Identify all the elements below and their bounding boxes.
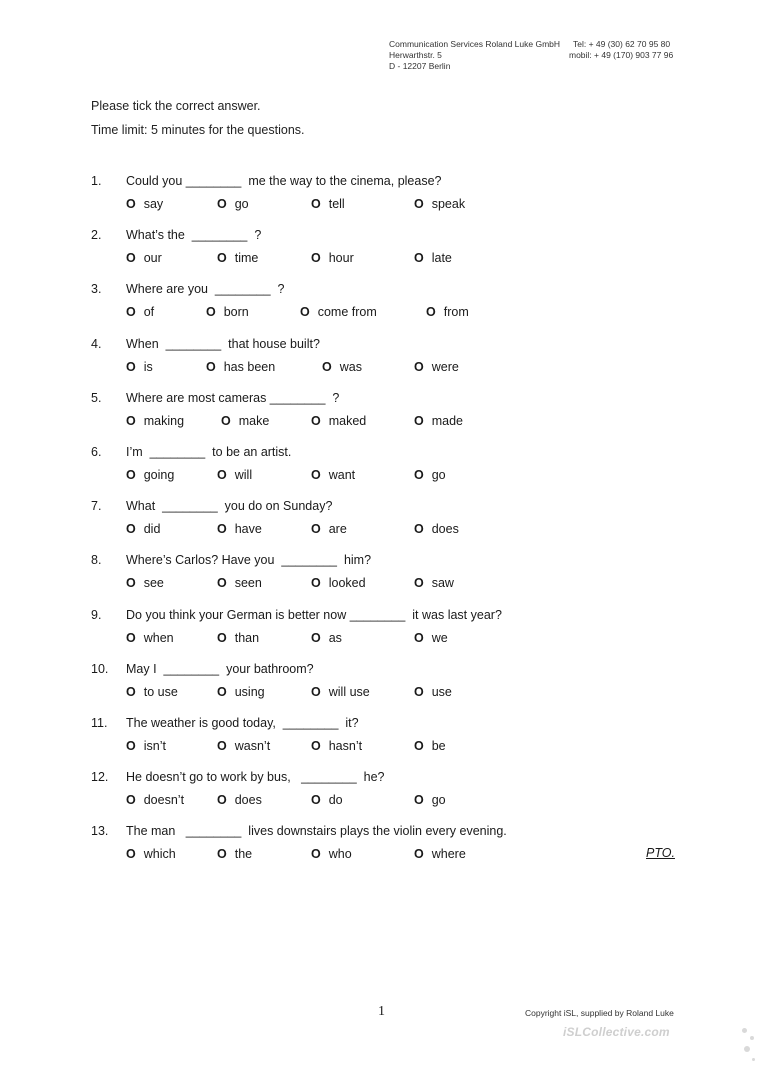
question-number: 9. — [91, 607, 102, 622]
answer-option[interactable] — [217, 739, 270, 753]
answer-option[interactable] — [217, 685, 265, 699]
answer-option-label: born — [223, 305, 249, 320]
answer-option-label: isn’t — [143, 739, 166, 753]
tick-circle-icon[interactable]: O — [126, 684, 136, 699]
answer-option-label: wasn’t — [234, 739, 271, 753]
question-12 — [91, 770, 711, 818]
tick-circle-icon[interactable]: O — [126, 251, 136, 266]
header-tel: Tel: + 49 (30) 62 70 95 80 — [573, 39, 671, 49]
tick-circle-icon[interactable]: O — [217, 197, 227, 211]
answer-option-label: made — [431, 413, 464, 428]
answer-option[interactable] — [311, 847, 352, 861]
answer-option[interactable] — [414, 739, 446, 753]
answer-option-label: are — [328, 522, 347, 537]
tick-circle-icon[interactable]: O — [311, 576, 321, 591]
tick-circle-icon[interactable]: O — [217, 251, 227, 266]
answer-option-label: have — [234, 522, 262, 537]
question-text: May I ________ your bathroom? — [126, 661, 314, 676]
answer-option[interactable] — [126, 360, 153, 374]
answer-option[interactable] — [414, 685, 452, 699]
answer-option[interactable] — [217, 847, 252, 861]
answer-option-label: is — [143, 359, 153, 374]
answer-option[interactable] — [311, 251, 354, 265]
answer-option-label: use — [431, 684, 452, 699]
answer-option[interactable] — [126, 685, 178, 699]
answer-option[interactable] — [322, 360, 362, 374]
answer-option-label: looked — [328, 576, 366, 591]
question-5 — [91, 391, 711, 439]
question-text: Could you ________ me the way to the cinema, please? — [126, 174, 442, 188]
answer-option[interactable] — [414, 414, 463, 428]
question-text: The man ________ lives downstairs plays the violin every evening. — [126, 824, 507, 839]
answer-option[interactable] — [126, 251, 162, 265]
answer-option-label: tell — [328, 197, 345, 211]
answer-option-label: late — [431, 251, 452, 266]
answer-option[interactable] — [217, 631, 259, 645]
answer-option-label: to use — [143, 684, 178, 699]
answer-option[interactable] — [217, 576, 262, 590]
answer-option[interactable] — [426, 305, 469, 319]
tick-circle-icon[interactable]: O — [414, 522, 424, 537]
question-text: The weather is good today, ________ it? — [126, 716, 359, 730]
answer-option[interactable] — [414, 793, 446, 807]
answer-option[interactable] — [311, 197, 345, 211]
tick-circle-icon[interactable]: O — [414, 251, 424, 266]
question-7 — [91, 499, 711, 547]
question-2 — [91, 228, 711, 276]
tick-circle-icon[interactable]: O — [126, 413, 136, 428]
page-number: 1 — [378, 1004, 385, 1019]
answer-option-label: which — [143, 847, 176, 862]
question-11 — [91, 716, 711, 764]
answer-option[interactable] — [206, 360, 275, 374]
header-company: Communication Services Roland Luke GmbH — [389, 39, 561, 49]
tick-circle-icon[interactable]: O — [126, 793, 136, 808]
tick-circle-icon[interactable]: O — [311, 413, 321, 428]
question-text: I’m ________ to be an artist. — [126, 445, 292, 459]
tick-circle-icon[interactable]: O — [414, 576, 424, 591]
answer-option-label: of — [143, 305, 155, 320]
answer-option-label: do — [328, 793, 343, 808]
answer-option[interactable] — [414, 847, 466, 861]
answer-option-label: did — [143, 522, 161, 537]
answer-option-label: make — [238, 413, 270, 428]
tick-circle-icon[interactable]: O — [126, 576, 136, 591]
answer-option-label: want — [328, 468, 356, 482]
answer-option-label: does — [234, 793, 262, 808]
answer-option[interactable] — [221, 414, 269, 428]
question-4 — [91, 337, 711, 385]
tick-circle-icon[interactable]: O — [126, 847, 136, 862]
question-6 — [91, 445, 711, 493]
answer-option-label: than — [234, 630, 260, 645]
tick-circle-icon[interactable]: O — [426, 305, 436, 320]
question-number: 11. — [91, 716, 108, 730]
answer-option-label: saw — [431, 576, 454, 591]
question-number: 1. — [91, 174, 102, 188]
answer-option[interactable] — [414, 197, 465, 211]
answer-option[interactable] — [311, 793, 343, 807]
answer-option[interactable] — [414, 576, 454, 590]
answer-option[interactable] — [126, 631, 174, 645]
answer-option-label: go — [234, 197, 249, 211]
answer-option-label: doesn’t — [143, 793, 185, 808]
answer-option-label: go — [431, 793, 446, 808]
tick-circle-icon[interactable]: O — [126, 305, 136, 320]
answer-option-label: come from — [317, 305, 377, 320]
answer-option-label: hour — [328, 251, 354, 266]
answer-option-label: does — [431, 522, 459, 537]
answer-option-label: going — [143, 468, 175, 482]
answer-option-label: speak — [431, 197, 466, 211]
answer-option[interactable] — [311, 685, 370, 699]
question-text: Where’s Carlos? Have you ________ him? — [126, 553, 372, 568]
tick-circle-icon[interactable]: O — [217, 522, 227, 537]
answer-option[interactable] — [126, 847, 176, 861]
tick-circle-icon[interactable]: O — [414, 197, 424, 211]
question-text: He doesn’t go to work by bus, ________ he? — [126, 770, 385, 785]
tick-circle-icon[interactable]: O — [311, 468, 321, 482]
answer-option-label: will use — [328, 684, 370, 699]
answer-option-label: will — [234, 468, 253, 482]
answer-option[interactable] — [311, 414, 366, 428]
answer-option-label: from — [443, 305, 469, 320]
tick-circle-icon[interactable]: O — [414, 684, 424, 699]
header-city: D - 12207 Berlin — [389, 61, 451, 71]
tick-circle-icon[interactable]: O — [206, 305, 216, 320]
tick-circle-icon[interactable]: O — [217, 793, 227, 808]
tick-circle-icon[interactable]: O — [311, 251, 321, 266]
answer-option-label: see — [143, 576, 164, 591]
tick-circle-icon[interactable]: O — [322, 359, 332, 374]
answer-option[interactable] — [414, 251, 452, 265]
answer-option-label: where — [431, 847, 466, 862]
instruction-tick: Please tick the correct answer. — [91, 99, 261, 113]
tick-circle-icon[interactable]: O — [126, 197, 136, 211]
question-number: 10. — [91, 661, 109, 676]
answer-option[interactable] — [217, 522, 262, 536]
question-text: What ________ you do on Sunday? — [126, 499, 333, 514]
answer-option-label: seen — [234, 576, 262, 591]
header-street: Herwarthstr. 5 — [389, 50, 442, 60]
answer-option[interactable] — [217, 197, 249, 211]
answer-option-label: was — [339, 359, 362, 374]
tick-circle-icon[interactable]: O — [126, 630, 136, 645]
question-number: 7. — [91, 499, 102, 514]
question-number: 6. — [91, 445, 102, 459]
answer-option[interactable] — [126, 522, 160, 536]
question-13 — [91, 824, 711, 872]
answer-option-label: has been — [223, 359, 276, 374]
copyright-text: Copyright iSL, supplied by Roland Luke — [525, 1008, 674, 1018]
answer-option[interactable] — [311, 631, 342, 645]
answer-option[interactable] — [126, 739, 166, 753]
question-text: Where are you ________ ? — [126, 282, 285, 297]
question-number: 13. — [91, 824, 109, 839]
tick-circle-icon[interactable]: O — [221, 413, 231, 428]
tick-circle-icon[interactable]: O — [126, 739, 136, 753]
answer-option-label: using — [234, 684, 265, 699]
tick-circle-icon[interactable]: O — [217, 739, 227, 753]
tick-circle-icon[interactable]: O — [206, 359, 216, 374]
question-text: Where are most cameras ________ ? — [126, 390, 340, 405]
answer-option-label: hasn’t — [328, 739, 363, 753]
answer-option-label: as — [328, 630, 342, 645]
pto-label: PTO. — [646, 846, 675, 860]
answer-option[interactable] — [300, 305, 377, 319]
answer-option[interactable] — [311, 576, 366, 590]
answer-option[interactable] — [206, 305, 249, 319]
tick-circle-icon[interactable]: O — [217, 576, 227, 591]
answer-option[interactable] — [311, 468, 355, 482]
tick-circle-icon[interactable]: O — [311, 684, 321, 699]
question-text: When ________ that house built? — [126, 336, 320, 351]
answer-option[interactable] — [414, 522, 459, 536]
answer-option-label: time — [234, 251, 259, 266]
answer-option-label: go — [431, 468, 446, 482]
header-mobil: mobil: + 49 (170) 903 77 96 — [569, 50, 674, 60]
question-9 — [91, 608, 711, 656]
question-number: 12. — [91, 770, 109, 785]
tick-circle-icon[interactable]: O — [414, 630, 424, 645]
question-8 — [91, 553, 711, 601]
answer-option-label: maked — [328, 413, 367, 428]
answer-option[interactable] — [126, 305, 154, 319]
answer-option[interactable] — [126, 414, 184, 428]
answer-option[interactable] — [414, 468, 446, 482]
header-contact — [569, 39, 673, 61]
question-10 — [91, 662, 711, 710]
tick-circle-icon[interactable]: O — [311, 630, 321, 645]
tick-circle-icon[interactable]: O — [126, 522, 136, 537]
question-1 — [91, 174, 711, 222]
tick-circle-icon[interactable]: O — [217, 468, 227, 482]
answer-option[interactable] — [414, 631, 448, 645]
question-number: 4. — [91, 336, 102, 351]
tick-circle-icon[interactable]: O — [217, 630, 227, 645]
tick-circle-icon[interactable]: O — [414, 413, 424, 428]
tick-circle-icon[interactable]: O — [217, 684, 227, 699]
tick-circle-icon[interactable]: O — [311, 793, 321, 808]
answer-option[interactable] — [126, 197, 163, 211]
answer-option-label: be — [431, 739, 446, 753]
answer-option-label: the — [234, 847, 253, 862]
answer-option[interactable] — [414, 360, 459, 374]
answer-option[interactable] — [126, 793, 184, 807]
answer-option[interactable] — [126, 576, 164, 590]
answer-option-label: were — [431, 359, 459, 374]
answer-option-label: making — [143, 413, 185, 428]
answer-option[interactable] — [311, 522, 347, 536]
answer-option[interactable] — [217, 468, 252, 482]
tick-circle-icon[interactable]: O — [414, 468, 424, 482]
answer-option[interactable] — [217, 793, 262, 807]
tick-circle-icon[interactable]: O — [217, 847, 227, 862]
tick-circle-icon[interactable]: O — [311, 197, 321, 211]
answer-option-label: when — [143, 630, 174, 645]
instruction-time-limit: Time limit: 5 minutes for the questions. — [91, 123, 305, 137]
answer-option-label: we — [431, 630, 448, 645]
tick-circle-icon[interactable]: O — [311, 522, 321, 537]
tick-circle-icon[interactable]: O — [414, 739, 424, 753]
question-number: 2. — [91, 228, 102, 243]
decorative-dots — [740, 1020, 760, 1070]
question-number: 8. — [91, 553, 102, 568]
tick-circle-icon[interactable]: O — [414, 793, 424, 808]
question-text: Do you think your German is better now ________ it was last year? — [126, 607, 502, 622]
question-number: 3. — [91, 282, 102, 297]
question-number: 5. — [91, 390, 102, 405]
answer-option[interactable] — [126, 468, 174, 482]
answer-option[interactable] — [217, 251, 258, 265]
answer-option-label: say — [143, 197, 164, 211]
tick-circle-icon[interactable]: O — [300, 305, 310, 320]
question-text: What’s the ________ ? — [126, 228, 262, 243]
answer-option[interactable] — [311, 739, 362, 753]
tick-circle-icon[interactable]: O — [414, 847, 424, 862]
question-3 — [91, 282, 711, 330]
tick-circle-icon[interactable]: O — [126, 359, 136, 374]
tick-circle-icon[interactable]: O — [414, 359, 424, 374]
answer-option-label: our — [143, 251, 162, 266]
tick-circle-icon[interactable]: O — [126, 468, 136, 482]
answer-option-label: who — [328, 847, 352, 862]
watermark-logo: iSLCollective.com — [563, 1025, 670, 1039]
tick-circle-icon[interactable]: O — [311, 739, 321, 753]
tick-circle-icon[interactable]: O — [311, 847, 321, 862]
header-address — [389, 39, 560, 72]
